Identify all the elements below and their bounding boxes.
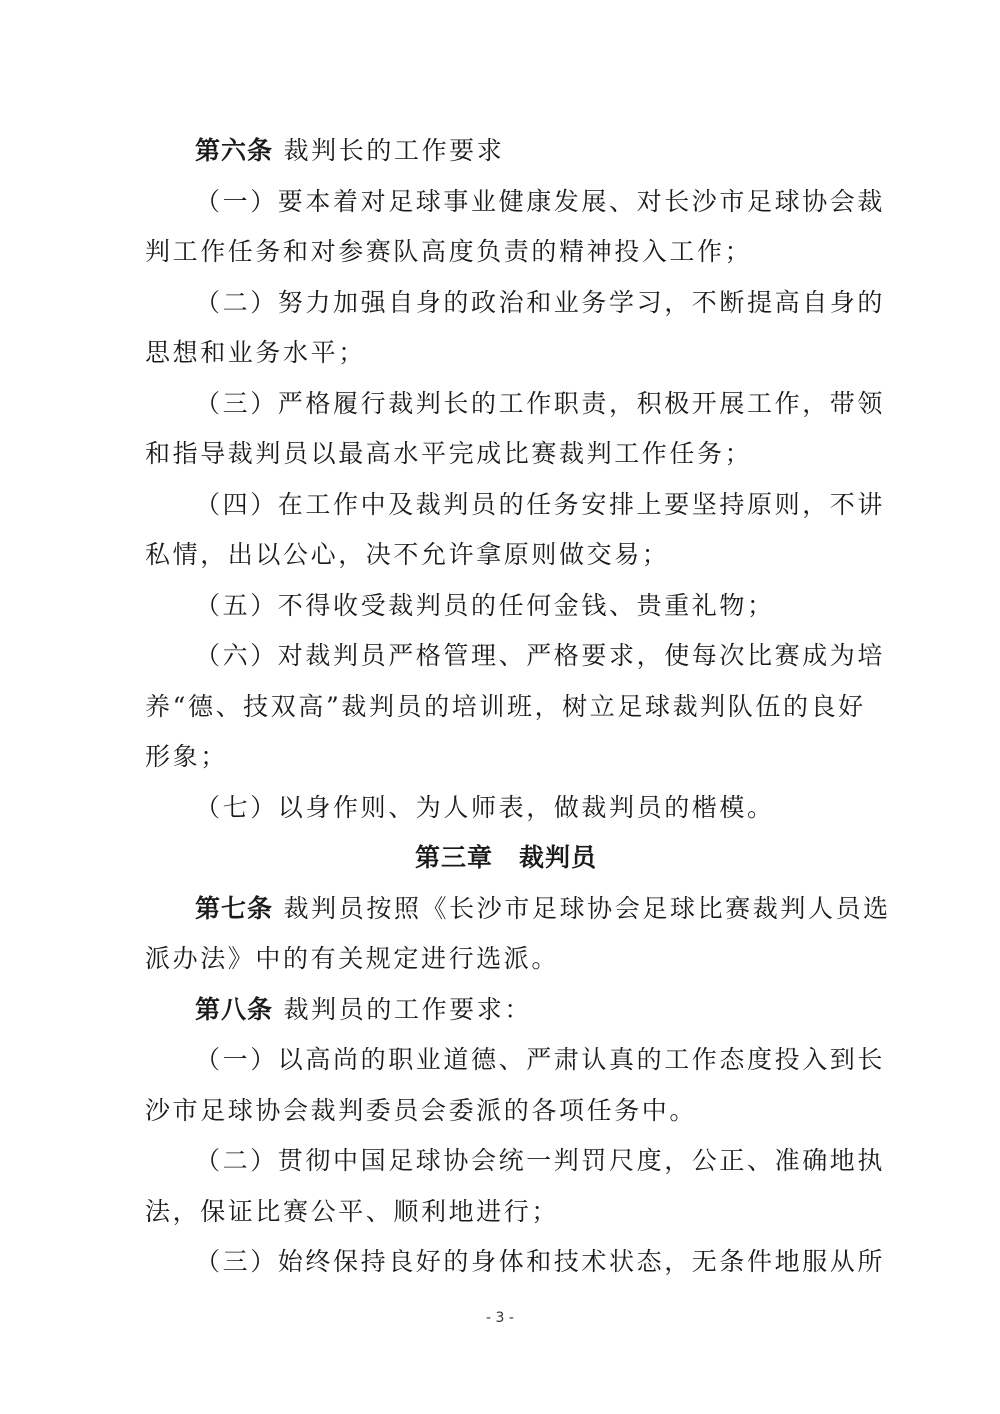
paragraph-line: 法，保证比赛公平、顺利地进行； <box>145 1196 560 1226</box>
article-8-title <box>145 985 867 1036</box>
article-text: 裁判员的工作要求： <box>283 994 532 1024</box>
paragraph-line: 判工作任务和对参赛队高度负责的精神投入工作； <box>145 237 753 266</box>
paragraph-line: 思想和业务水平； <box>145 338 366 367</box>
article-7-title <box>145 884 891 935</box>
paragraph-line: 和指导裁判员以最高水平完成比赛裁判工作任务； <box>145 439 753 468</box>
paragraph-line: （四）在工作中及裁判员的任务安排上要坚持原则，不讲 <box>195 489 886 519</box>
chapter-title: 第三章 裁判员 <box>414 843 597 872</box>
paragraph-line: （一）要本着对足球事业健康发展、对长沙市足球协会裁 <box>195 186 886 216</box>
paragraph-line: （五）不得收受裁判员的任何金钱、贵重礼物； <box>195 590 775 620</box>
paragraph-line: 私情，出以公心，决不允许拿原则做交易； <box>145 540 670 569</box>
paragraph-line: （二）努力加强自身的政治和业务学习，不断提高自身的 <box>195 287 886 317</box>
article-6-title <box>145 126 867 177</box>
paragraph-line: （二）贯彻中国足球协会统一判罚尺度，公正、准确地执 <box>195 1146 886 1175</box>
paragraph-line: （三）严格履行裁判长的工作职责，积极开展工作，带领 <box>195 388 886 418</box>
article-text: 裁判员按照《长沙市足球协会足球比赛裁判人员选 <box>283 893 891 923</box>
paragraph-line: （六）对裁判员严格管理、严格要求，使每次比赛成为培 <box>195 641 886 670</box>
paragraph-line: （一）以高尚的职业道德、严肃认真的工作态度投入到长 <box>195 1045 886 1074</box>
page-number: - 3 - <box>486 1310 514 1326</box>
paragraph-line: 沙市足球协会裁判委员会委派的各项任务中。 <box>145 1095 698 1125</box>
paragraph-line: 派办法》中的有关规定进行选派。 <box>145 944 560 973</box>
article-text: 裁判长的工作要求 <box>283 136 505 165</box>
article-heading: 第八条 <box>195 994 274 1024</box>
article-heading: 第六条 <box>195 136 274 165</box>
document-body <box>145 126 891 1288</box>
article-heading: 第七条 <box>195 893 274 923</box>
paragraph-line: 养“德、技双高”裁判员的培训班，树立足球裁判队伍的良好 <box>145 691 866 721</box>
paragraph-line: （三）始终保持良好的身体和技术状态，无条件地服从所 <box>195 1247 886 1276</box>
paragraph-line: （七）以身作则、为人师表，做裁判员的楷模。 <box>195 792 775 822</box>
paragraph-line: 形象； <box>145 742 228 771</box>
